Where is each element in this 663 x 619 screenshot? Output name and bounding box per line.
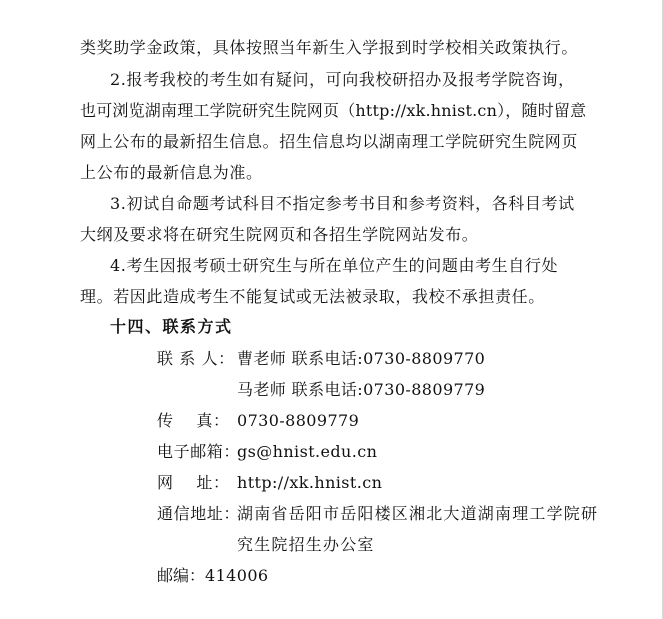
- website-value[interactable]: http://xk.hnist.cn: [237, 473, 383, 492]
- fax-label: 传 真：: [157, 411, 230, 430]
- contact-row-person-1: [157, 348, 485, 370]
- contact-row-postcode: [157, 565, 269, 587]
- contact-person-1: 曹老师 联系电话:0730-8809770: [237, 349, 486, 368]
- item-3-line-2: 大纲及要求将在研究生院网页和各招生学院网站发布。: [80, 225, 479, 244]
- postcode-value: 414006: [205, 566, 269, 585]
- contact-person-2: 马老师 联系电话:0730-8809779: [237, 380, 486, 399]
- contact-row-website: [157, 472, 382, 494]
- postcode-label: 邮编：: [157, 566, 206, 585]
- contact-row-address-2: [157, 534, 375, 556]
- contact-row-person-2: [157, 379, 485, 401]
- contact-person-label: 联 系 人：: [157, 349, 235, 368]
- item-2-line-2: 也可浏览湖南理工学院研究生院网页（http://xk.hnist.cn），随时留意: [80, 101, 587, 120]
- fax-value: 0730-8809779: [237, 411, 360, 430]
- item-2-line-1: 2.报考我校的考生如有疑问，可向我校研招办及报考学院咨询，: [110, 70, 575, 89]
- contact-row-email: [157, 441, 377, 463]
- item-3-line-1: 3.初试自命题考试科目不指定参考书目和参考资料，各科目考试: [110, 194, 575, 213]
- item-2-line-4: 上公布的最新信息为准。: [80, 163, 263, 182]
- section-heading-contact: 十四、联系方式: [110, 317, 233, 336]
- address-line-1: 湖南省岳阳市岳阳楼区湘北大道湖南理工学院研: [237, 504, 599, 523]
- contact-row-fax: [157, 410, 359, 432]
- address-line-2: 究生院招生办公室: [237, 535, 375, 554]
- address-label: 通信地址：: [157, 504, 241, 523]
- item-4-line-2: 理。若因此造成考生不能复试或无法被录取，我校不承担责任。: [80, 287, 545, 306]
- website-label: 网 址：: [157, 473, 230, 492]
- item-2-line-3: 网上公布的最新招生信息。招生信息均以湖南理工学院研究生院网页: [80, 132, 579, 151]
- email-label: 电子邮箱：: [157, 442, 241, 461]
- paragraph-continuation: 类奖助学金政策，具体按照当年新生入学报到时学校相关政策执行。: [80, 38, 579, 57]
- item-4-line-1: 4.考生因报考硕士研究生与所在单位产生的问题由考生自行处: [110, 256, 559, 275]
- email-value[interactable]: gs@hnist.edu.cn: [237, 442, 378, 461]
- contact-row-address: [157, 503, 598, 525]
